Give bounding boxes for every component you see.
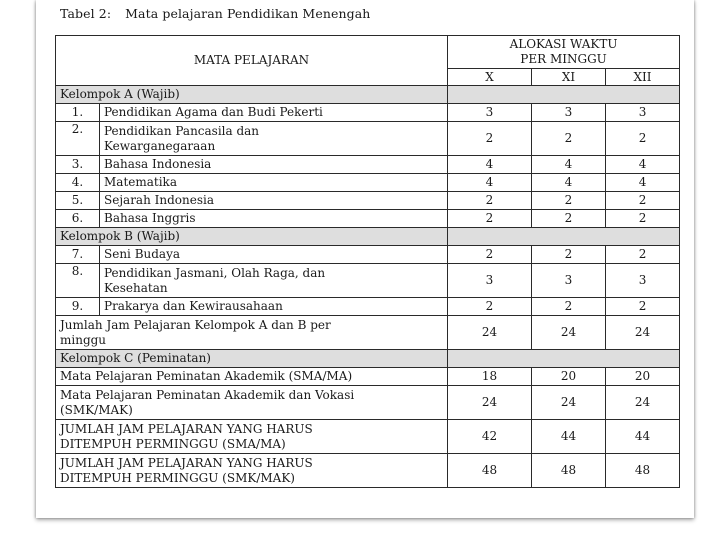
allocation-header-line1: ALOKASI WAKTU	[509, 37, 618, 51]
hours-xii: 48	[606, 454, 680, 488]
group-header-row	[56, 228, 680, 246]
table-row	[56, 386, 680, 420]
subject-name: Bahasa Inggris	[100, 210, 448, 228]
hours-xi: 2	[532, 210, 606, 228]
hours-xi: 48	[532, 454, 606, 488]
table-row	[56, 298, 680, 316]
hours-xi: 20	[532, 368, 606, 386]
document-page	[36, 0, 694, 518]
table-row	[56, 264, 680, 298]
total-label-line1: JUMLAH JAM PELAJARAN YANG HARUS	[60, 455, 313, 470]
hours-x: 18	[448, 368, 532, 386]
group-c-filler	[448, 350, 680, 368]
subject-name	[100, 122, 448, 156]
hours-xii: 20	[606, 368, 680, 386]
total-label	[56, 420, 448, 454]
header-row	[56, 36, 680, 69]
row-number: 4.	[56, 174, 100, 192]
hours-x: 2	[448, 246, 532, 264]
grade-header-xi: XI	[532, 69, 606, 86]
ab-total-label	[56, 316, 448, 350]
subject-name: Pendidikan Agama dan Budi Pekerti	[100, 104, 448, 122]
subject-name: Bahasa Indonesia	[100, 156, 448, 174]
hours-xi: 44	[532, 420, 606, 454]
hours-xii: 3	[606, 264, 680, 298]
group-b-label: Kelompok B (Wajib)	[56, 228, 448, 246]
subject-name	[56, 386, 448, 420]
hours-x: 2	[448, 298, 532, 316]
hours-xi: 3	[532, 104, 606, 122]
subject-name-line2: Kewarganegaraan	[104, 138, 216, 153]
hours-x: 2	[448, 210, 532, 228]
total-row-smk	[56, 454, 680, 488]
hours-xi: 24	[532, 316, 606, 350]
hours-x: 24	[448, 386, 532, 420]
caption-title: Mata pelajaran Pendidikan Menengah	[125, 6, 371, 21]
row-number: 2.	[56, 122, 100, 156]
row-number: 8.	[56, 264, 100, 298]
hours-xii: 2	[606, 122, 680, 156]
caption-label: Tabel 2:	[60, 6, 112, 21]
subject-name	[100, 264, 448, 298]
hours-x: 4	[448, 156, 532, 174]
table-row	[56, 174, 680, 192]
group-header-row	[56, 86, 680, 104]
hours-xi: 24	[532, 386, 606, 420]
hours-xii: 24	[606, 316, 680, 350]
hours-x: 3	[448, 264, 532, 298]
subject-name-line2: (SMK/MAK)	[60, 402, 133, 417]
hours-xi: 4	[532, 156, 606, 174]
table-row	[56, 246, 680, 264]
subject-name-line2: Kesehatan	[104, 280, 168, 295]
ab-total-label-line1: Jumlah Jam Pelajaran Kelompok A dan B per	[60, 317, 331, 332]
grade-header-xii: XII	[606, 69, 680, 86]
table-row	[56, 192, 680, 210]
hours-x: 48	[448, 454, 532, 488]
group-header-row	[56, 350, 680, 368]
table-caption	[60, 6, 370, 21]
subject-name-line1: Pendidikan Jasmani, Olah Raga, dan	[104, 265, 326, 280]
hours-xii: 2	[606, 246, 680, 264]
hours-xii: 3	[606, 104, 680, 122]
table-row	[56, 104, 680, 122]
subject-column-header: MATA PELAJARAN	[56, 36, 448, 86]
table-row	[56, 122, 680, 156]
subject-name-line1: Mata Pelajaran Peminatan Akademik dan Vokasi	[60, 387, 355, 402]
subject-name: Seni Budaya	[100, 246, 448, 264]
hours-x: 2	[448, 192, 532, 210]
subject-name: Mata Pelajaran Peminatan Akademik (SMA/MA)	[56, 368, 448, 386]
row-number: 7.	[56, 246, 100, 264]
row-number: 9.	[56, 298, 100, 316]
table-row	[56, 368, 680, 386]
table-row	[56, 156, 680, 174]
group-c-label: Kelompok C (Peminatan)	[56, 350, 448, 368]
subject-allocation-table	[55, 35, 680, 488]
grade-header-x: X	[448, 69, 532, 86]
total-label-line2: DITEMPUH PERMINGGU (SMA/MA)	[60, 436, 286, 451]
group-b-filler	[448, 228, 680, 246]
group-a-label: Kelompok A (Wajib)	[56, 86, 448, 104]
hours-x: 42	[448, 420, 532, 454]
hours-xi: 4	[532, 174, 606, 192]
row-number: 5.	[56, 192, 100, 210]
hours-xii: 24	[606, 386, 680, 420]
total-label-line2: DITEMPUH PERMINGGU (SMK/MAK)	[60, 470, 295, 485]
hours-xi: 2	[532, 122, 606, 156]
hours-xi: 2	[532, 298, 606, 316]
table-row	[56, 316, 680, 350]
hours-x: 4	[448, 174, 532, 192]
hours-xi: 3	[532, 264, 606, 298]
row-number: 6.	[56, 210, 100, 228]
hours-x: 3	[448, 104, 532, 122]
total-label	[56, 454, 448, 488]
hours-xii: 44	[606, 420, 680, 454]
subject-name: Sejarah Indonesia	[100, 192, 448, 210]
subject-name: Matematika	[100, 174, 448, 192]
total-label-line1: JUMLAH JAM PELAJARAN YANG HARUS	[60, 421, 313, 436]
hours-xi: 2	[532, 192, 606, 210]
hours-xii: 4	[606, 174, 680, 192]
subject-name-line1: Pendidikan Pancasila dan	[104, 123, 260, 138]
row-number: 3.	[56, 156, 100, 174]
hours-xii: 2	[606, 192, 680, 210]
hours-xi: 2	[532, 246, 606, 264]
row-number: 1.	[56, 104, 100, 122]
allocation-header	[448, 36, 680, 69]
hours-x: 2	[448, 122, 532, 156]
total-row-sma	[56, 420, 680, 454]
ab-total-label-line2: minggu	[60, 332, 107, 347]
table-row	[56, 210, 680, 228]
subject-name: Prakarya dan Kewirausahaan	[100, 298, 448, 316]
hours-xii: 2	[606, 210, 680, 228]
hours-xii: 4	[606, 156, 680, 174]
group-a-filler	[448, 86, 680, 104]
hours-xii: 2	[606, 298, 680, 316]
allocation-header-line2: PER MINGGU	[520, 52, 607, 66]
hours-x: 24	[448, 316, 532, 350]
